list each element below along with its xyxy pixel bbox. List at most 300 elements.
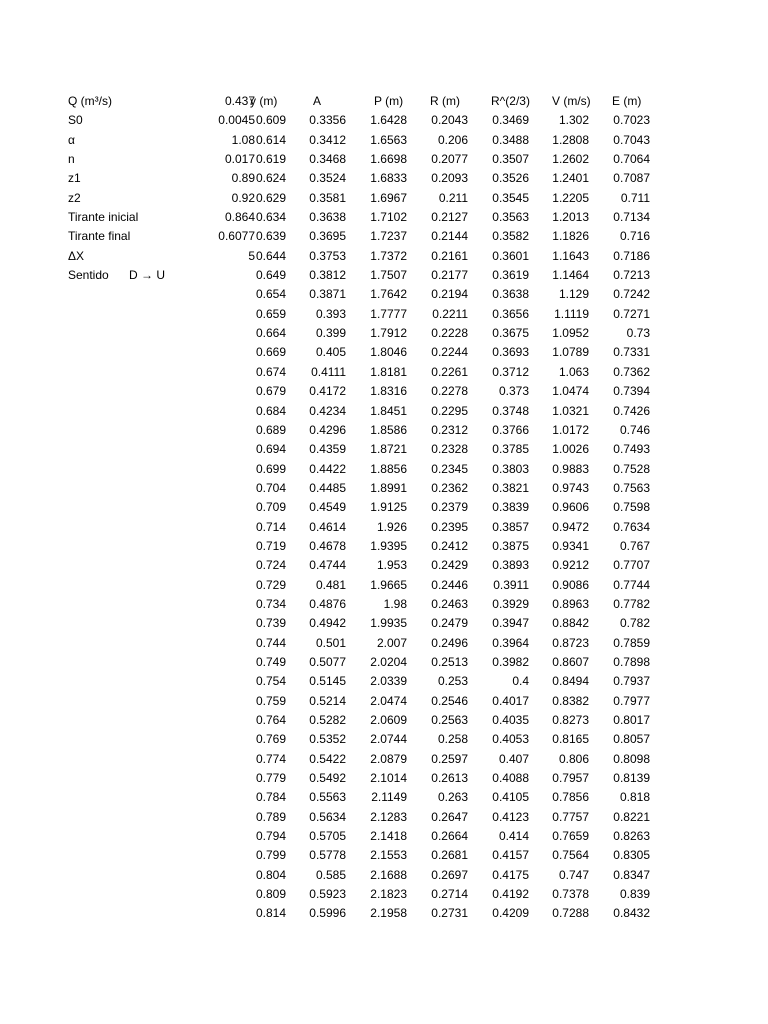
radius-two-thirds-cell: 0.3947 xyxy=(492,616,529,631)
velocity-cell: 0.8842 xyxy=(552,616,589,631)
hydraulic-radius-cell: 0.2328 xyxy=(431,442,468,457)
parameter-label: ΔX xyxy=(68,248,85,263)
radius-two-thirds-cell: 0.3488 xyxy=(492,132,529,147)
area-cell: 0.3412 xyxy=(309,132,346,147)
energy-cell: 0.7271 xyxy=(613,306,650,321)
energy-cell: 0.7213 xyxy=(613,268,650,283)
velocity-cell: 0.8607 xyxy=(552,654,589,669)
hydraulic-radius-cell: 0.2177 xyxy=(431,268,468,283)
radius-two-thirds-cell: 0.3803 xyxy=(492,461,529,476)
radius-two-thirds-cell: 0.4035 xyxy=(492,713,529,727)
area-cell: 0.5422 xyxy=(309,751,346,766)
y-cell: 0.614 xyxy=(255,132,286,147)
radius-two-thirds-cell: 0.4053 xyxy=(492,732,529,747)
energy-cell: 0.7394 xyxy=(613,384,650,399)
parameter-value: 0.017 xyxy=(224,152,255,167)
parameter-label: Tirante inicial xyxy=(68,210,139,225)
perimeter-cell: 1.9935 xyxy=(370,616,407,631)
parameter-label: Sentido xyxy=(68,268,109,283)
radius-two-thirds-cell: 0.407 xyxy=(498,751,529,766)
radius-two-thirds-cell: 0.4088 xyxy=(492,771,529,786)
area-cell: 0.3581 xyxy=(309,190,346,205)
hydraulic-radius-cell: 0.2194 xyxy=(431,287,468,302)
velocity-cell: 1.0321 xyxy=(552,403,589,418)
hydraulic-radius-cell: 0.2379 xyxy=(431,500,468,515)
energy-cell: 0.782 xyxy=(619,616,650,631)
velocity-cell: 1.1119 xyxy=(554,306,589,321)
velocity-cell: 0.7659 xyxy=(552,829,589,844)
perimeter-cell: 2.0744 xyxy=(370,732,407,747)
area-cell: 0.4234 xyxy=(309,403,346,418)
energy-cell: 0.7186 xyxy=(613,248,650,263)
energy-cell: 0.7087 xyxy=(613,171,650,186)
radius-two-thirds-cell: 0.4123 xyxy=(492,809,529,824)
hydraulic-radius-cell: 0.2395 xyxy=(431,519,468,534)
y-cell: 0.719 xyxy=(255,538,286,553)
perimeter-cell: 2.1553 xyxy=(370,848,407,863)
energy-cell: 0.7043 xyxy=(613,132,650,147)
perimeter-cell: 1.8721 xyxy=(370,442,407,457)
hydraulic-radius-cell: 0.2463 xyxy=(431,596,468,611)
hydraulic-radius-cell: 0.2563 xyxy=(431,713,468,727)
perimeter-cell: 1.6833 xyxy=(370,171,407,186)
energy-cell: 0.7634 xyxy=(613,519,650,534)
perimeter-cell: 1.7642 xyxy=(370,287,407,302)
velocity-cell: 0.747 xyxy=(558,867,589,882)
y-cell: 0.634 xyxy=(255,210,286,225)
area-cell: 0.3638 xyxy=(309,210,346,225)
radius-two-thirds-cell: 0.3545 xyxy=(492,190,529,205)
perimeter-cell: 2.0474 xyxy=(370,693,407,708)
y-cell: 0.749 xyxy=(255,654,286,669)
radius-two-thirds-cell: 0.4 xyxy=(512,674,529,689)
y-cell: 0.754 xyxy=(255,674,286,689)
hydraulic-radius-cell: 0.263 xyxy=(437,790,468,805)
hydraulic-radius-cell: 0.2731 xyxy=(431,906,468,921)
y-cell: 0.809 xyxy=(255,887,286,902)
velocity-cell: 1.0474 xyxy=(552,384,589,399)
area-cell: 0.3468 xyxy=(309,152,346,167)
radius-two-thirds-cell: 0.4175 xyxy=(492,867,529,882)
radius-two-thirds-cell: 0.4192 xyxy=(492,887,529,902)
energy-cell: 0.7977 xyxy=(613,693,650,708)
velocity-cell: 0.9086 xyxy=(552,577,589,592)
energy-cell: 0.7563 xyxy=(613,480,650,495)
velocity-cell: 0.7288 xyxy=(552,906,589,921)
y-cell: 0.724 xyxy=(255,558,286,573)
energy-cell: 0.73 xyxy=(626,326,650,341)
velocity-cell: 1.0026 xyxy=(552,442,589,457)
hydraulic-radius-cell: 0.2647 xyxy=(431,809,468,824)
energy-cell: 0.8098 xyxy=(613,751,650,766)
radius-two-thirds-cell: 0.4157 xyxy=(492,848,529,863)
radius-two-thirds-cell: 0.3911 xyxy=(493,577,529,592)
radius-two-thirds-cell: 0.3712 xyxy=(492,364,529,379)
velocity-cell: 0.7856 xyxy=(552,790,589,805)
radius-two-thirds-cell: 0.3526 xyxy=(492,171,529,186)
radius-two-thirds-cell: 0.3601 xyxy=(492,248,529,263)
header-energy: E (m) xyxy=(612,94,642,108)
y-cell: 0.764 xyxy=(255,713,286,727)
radius-two-thirds-cell: 0.3839 xyxy=(492,500,529,515)
energy-cell: 0.716 xyxy=(619,229,650,244)
velocity-cell: 1.0789 xyxy=(552,345,589,360)
energy-cell: 0.8432 xyxy=(613,906,650,921)
radius-two-thirds-cell: 0.3507 xyxy=(492,152,529,167)
area-cell: 0.3871 xyxy=(309,287,346,302)
velocity-cell: 1.2013 xyxy=(552,210,589,225)
radius-two-thirds-cell: 0.3766 xyxy=(492,422,529,437)
parameter-value: 0.864 xyxy=(224,210,255,225)
energy-cell: 0.746 xyxy=(619,422,650,437)
velocity-cell: 1.1643 xyxy=(552,248,589,263)
energy-cell: 0.7598 xyxy=(613,500,650,515)
area-cell: 0.4614 xyxy=(309,519,346,534)
perimeter-cell: 1.8991 xyxy=(370,480,407,495)
radius-two-thirds-cell: 0.3857 xyxy=(492,519,529,534)
hydraulic-radius-cell: 0.2714 xyxy=(431,887,468,902)
area-cell: 0.5778 xyxy=(309,848,346,863)
perimeter-cell: 1.7507 xyxy=(370,268,407,283)
y-cell: 0.714 xyxy=(255,519,286,534)
energy-cell: 0.8057 xyxy=(613,732,650,747)
parameter-label: z2 xyxy=(68,190,81,205)
area-cell: 0.4549 xyxy=(309,500,346,515)
velocity-cell: 0.7757 xyxy=(552,809,589,824)
parameter-value: 0.0045 xyxy=(218,113,255,128)
velocity-cell: 1.063 xyxy=(558,364,589,379)
perimeter-cell: 1.8586 xyxy=(370,422,407,437)
y-cell: 0.814 xyxy=(255,906,286,921)
perimeter-cell: 2.0204 xyxy=(370,654,407,669)
perimeter-cell: 1.8181 xyxy=(370,364,407,379)
velocity-cell: 1.129 xyxy=(558,287,589,302)
y-cell: 0.684 xyxy=(255,403,286,418)
perimeter-cell: 1.6967 xyxy=(370,190,407,205)
energy-cell: 0.8017 xyxy=(613,713,650,727)
parameter-label: n xyxy=(68,152,75,167)
area-cell: 0.5996 xyxy=(309,906,346,921)
energy-cell: 0.7064 xyxy=(613,152,650,167)
velocity-cell: 1.2205 xyxy=(552,190,589,205)
perimeter-cell: 1.6698 xyxy=(370,152,407,167)
parameter-row xyxy=(68,92,268,111)
perimeter-cell: 1.6428 xyxy=(370,113,407,128)
parameter-label: Tirante final xyxy=(68,229,131,244)
parameter-label: Q (m³/s) xyxy=(68,94,112,108)
radius-two-thirds-cell: 0.3619 xyxy=(492,268,529,283)
radius-two-thirds-cell: 0.3982 xyxy=(492,654,529,669)
velocity-cell: 1.1826 xyxy=(552,229,589,244)
y-cell: 0.729 xyxy=(255,577,286,592)
y-cell: 0.794 xyxy=(255,829,286,844)
velocity-cell: 0.9743 xyxy=(552,480,589,495)
energy-cell: 0.7898 xyxy=(613,654,650,669)
perimeter-cell: 2.1688 xyxy=(370,867,407,882)
area-cell: 0.3524 xyxy=(309,171,346,186)
y-cell: 0.699 xyxy=(255,461,286,476)
radius-two-thirds-cell: 0.414 xyxy=(498,829,529,844)
area-cell: 0.399 xyxy=(315,326,346,341)
parameter-value: 0.437 xyxy=(224,94,255,108)
velocity-cell: 0.9212 xyxy=(552,558,589,573)
area-cell: 0.5077 xyxy=(309,654,346,669)
velocity-cell: 1.1464 xyxy=(552,268,589,283)
energy-cell: 0.7859 xyxy=(613,635,650,650)
hydraulic-radius-cell: 0.258 xyxy=(437,732,468,747)
radius-two-thirds-cell: 0.3893 xyxy=(492,558,529,573)
velocity-cell: 0.8382 xyxy=(552,693,589,708)
parameter-value: 0.92 xyxy=(231,190,255,205)
hydraulic-radius-cell: 0.2479 xyxy=(431,616,468,631)
area-cell: 0.481 xyxy=(315,577,346,592)
velocity-cell: 0.7957 xyxy=(552,771,589,786)
area-cell: 0.4359 xyxy=(309,442,346,457)
energy-cell: 0.8263 xyxy=(613,829,650,844)
y-cell: 0.694 xyxy=(255,442,286,457)
velocity-cell: 0.7564 xyxy=(552,848,589,863)
hydraulic-radius-cell: 0.2546 xyxy=(431,693,468,708)
area-cell: 0.5214 xyxy=(309,693,346,708)
hydraulic-radius-cell: 0.2244 xyxy=(431,345,468,360)
y-cell: 0.619 xyxy=(255,152,286,167)
radius-two-thirds-cell: 0.3563 xyxy=(492,210,529,225)
perimeter-cell: 2.1014 xyxy=(370,771,407,786)
energy-cell: 0.7744 xyxy=(613,577,650,592)
velocity-cell: 0.8273 xyxy=(552,713,589,727)
velocity-cell: 0.8963 xyxy=(552,596,589,611)
perimeter-cell: 1.9395 xyxy=(370,538,407,553)
header-y: y (m) xyxy=(250,94,278,108)
area-cell: 0.3695 xyxy=(309,229,346,244)
perimeter-cell: 2.0339 xyxy=(370,674,407,689)
y-cell: 0.774 xyxy=(255,751,286,766)
parameter-value: D → U xyxy=(129,268,165,283)
hydraulic-radius-cell: 0.2312 xyxy=(431,422,468,437)
y-cell: 0.654 xyxy=(255,287,286,302)
radius-two-thirds-cell: 0.3821 xyxy=(492,480,529,495)
y-cell: 0.759 xyxy=(255,693,286,708)
header-velocity: V (m/s) xyxy=(552,94,591,108)
header-area: A xyxy=(313,94,322,108)
energy-cell: 0.7362 xyxy=(613,364,650,379)
energy-cell: 0.839 xyxy=(619,887,650,902)
y-cell: 0.649 xyxy=(255,268,286,283)
parameter-label: z1 xyxy=(68,171,81,186)
y-cell: 0.644 xyxy=(255,248,286,263)
perimeter-cell: 1.98 xyxy=(383,596,407,611)
hydraulic-radius-cell: 0.2429 xyxy=(431,558,468,573)
hydraulic-radius-cell: 0.2093 xyxy=(431,171,468,186)
y-cell: 0.664 xyxy=(255,326,286,341)
area-cell: 0.405 xyxy=(315,345,346,360)
area-cell: 0.4678 xyxy=(309,538,346,553)
y-cell: 0.679 xyxy=(255,384,286,399)
y-cell: 0.744 xyxy=(255,635,286,650)
hydraulic-radius-cell: 0.206 xyxy=(437,132,468,147)
perimeter-cell: 1.9125 xyxy=(370,500,407,515)
parameter-value: 1.08 xyxy=(231,132,255,147)
perimeter-cell: 1.7777 xyxy=(370,306,407,321)
area-cell: 0.4876 xyxy=(309,596,346,611)
hydraulic-radius-cell: 0.2613 xyxy=(431,771,468,786)
hydraulic-radius-cell: 0.2664 xyxy=(431,829,468,844)
area-cell: 0.4296 xyxy=(309,422,346,437)
radius-two-thirds-cell: 0.3469 xyxy=(492,113,529,128)
velocity-cell: 0.9606 xyxy=(552,500,589,515)
velocity-cell: 0.806 xyxy=(558,751,589,766)
perimeter-cell: 1.9665 xyxy=(370,577,407,592)
area-cell: 0.4111 xyxy=(311,364,346,379)
y-cell: 0.799 xyxy=(255,848,286,863)
parameter-value: 5 xyxy=(248,248,255,263)
area-cell: 0.4172 xyxy=(309,384,346,399)
radius-two-thirds-cell: 0.4209 xyxy=(492,906,529,921)
y-cell: 0.624 xyxy=(255,171,286,186)
perimeter-cell: 1.7372 xyxy=(370,248,407,263)
hydraulic-radius-cell: 0.2127 xyxy=(431,210,468,225)
radius-two-thirds-cell: 0.4017 xyxy=(492,693,529,708)
perimeter-cell: 2.0879 xyxy=(370,751,407,766)
area-cell: 0.4942 xyxy=(309,616,346,631)
y-cell: 0.689 xyxy=(255,422,286,437)
header-perimeter: P (m) xyxy=(374,94,404,108)
area-cell: 0.4422 xyxy=(309,461,346,476)
energy-cell: 0.7707 xyxy=(613,558,650,573)
hydraulic-radius-cell: 0.2295 xyxy=(431,403,468,418)
energy-cell: 0.8139 xyxy=(613,771,650,786)
hydraulic-radius-cell: 0.2681 xyxy=(431,848,468,863)
hydraulic-radius-cell: 0.2228 xyxy=(431,326,468,341)
hydraulic-radius-cell: 0.2211 xyxy=(432,306,468,321)
hydraulic-radius-cell: 0.2697 xyxy=(431,867,468,882)
perimeter-cell: 1.926 xyxy=(376,519,407,534)
parameter-label: α xyxy=(68,132,75,147)
velocity-cell: 1.302 xyxy=(558,113,589,128)
y-cell: 0.629 xyxy=(255,190,286,205)
y-cell: 0.779 xyxy=(255,771,286,786)
velocity-cell: 0.9472 xyxy=(552,519,589,534)
area-cell: 0.5634 xyxy=(309,809,346,824)
radius-two-thirds-cell: 0.3693 xyxy=(492,345,529,360)
hydraulic-radius-cell: 0.2412 xyxy=(431,538,468,553)
hydraulic-radius-cell: 0.2043 xyxy=(431,113,468,128)
velocity-cell: 0.8494 xyxy=(552,674,589,689)
hydraulic-radius-cell: 0.2513 xyxy=(431,654,468,669)
y-cell: 0.739 xyxy=(255,616,286,631)
hydraulic-radius-cell: 0.2362 xyxy=(431,480,468,495)
velocity-cell: 1.2401 xyxy=(552,171,589,186)
y-cell: 0.704 xyxy=(255,480,286,495)
area-cell: 0.5282 xyxy=(309,713,346,727)
energy-cell: 0.7242 xyxy=(613,287,650,302)
parameter-label: S0 xyxy=(68,113,83,128)
area-cell: 0.501 xyxy=(315,635,346,650)
energy-cell: 0.7134 xyxy=(613,210,650,225)
hydraulic-radius-cell: 0.2261 xyxy=(431,364,468,379)
energy-cell: 0.7782 xyxy=(613,596,650,611)
radius-two-thirds-cell: 0.373 xyxy=(498,384,529,399)
radius-two-thirds-cell: 0.3638 xyxy=(492,287,529,302)
area-cell: 0.3812 xyxy=(309,268,346,283)
velocity-cell: 1.2808 xyxy=(552,132,589,147)
hydraulic-radius-cell: 0.2278 xyxy=(431,384,468,399)
y-cell: 0.639 xyxy=(255,229,286,244)
energy-cell: 0.8347 xyxy=(613,867,650,882)
hydraulic-radius-cell: 0.2496 xyxy=(431,635,468,650)
radius-two-thirds-cell: 0.3748 xyxy=(492,403,529,418)
perimeter-cell: 1.953 xyxy=(376,558,407,573)
y-cell: 0.669 xyxy=(255,345,286,360)
energy-cell: 0.8221 xyxy=(613,809,650,824)
perimeter-cell: 1.7102 xyxy=(370,210,407,225)
area-cell: 0.5923 xyxy=(309,887,346,902)
perimeter-cell: 1.7912 xyxy=(370,326,407,341)
energy-cell: 0.767 xyxy=(619,538,650,553)
y-cell: 0.804 xyxy=(255,867,286,882)
area-cell: 0.5492 xyxy=(309,771,346,786)
parameter-value: 0.89 xyxy=(231,171,255,186)
perimeter-cell: 1.8451 xyxy=(370,403,407,418)
y-cell: 0.674 xyxy=(255,364,286,379)
perimeter-cell: 1.8856 xyxy=(370,461,407,476)
radius-two-thirds-cell: 0.3675 xyxy=(492,326,529,341)
velocity-cell: 0.8165 xyxy=(552,732,589,747)
perimeter-cell: 2.007 xyxy=(376,635,407,650)
velocity-cell: 0.7378 xyxy=(552,887,589,902)
hydraulic-radius-cell: 0.2446 xyxy=(431,577,468,592)
perimeter-cell: 2.0609 xyxy=(370,713,407,727)
area-cell: 0.3356 xyxy=(309,113,346,128)
y-cell: 0.769 xyxy=(255,732,286,747)
y-cell: 0.709 xyxy=(255,500,286,515)
hydraulic-radius-cell: 0.2144 xyxy=(431,229,468,244)
radius-two-thirds-cell: 0.3582 xyxy=(492,229,529,244)
radius-two-thirds-cell: 0.3656 xyxy=(492,306,529,321)
perimeter-cell: 1.8046 xyxy=(370,345,407,360)
y-cell: 0.609 xyxy=(255,113,286,128)
radius-two-thirds-cell: 0.4105 xyxy=(492,790,529,805)
perimeter-cell: 2.1958 xyxy=(370,906,407,921)
perimeter-cell: 2.1149 xyxy=(371,790,407,805)
perimeter-cell: 2.1418 xyxy=(370,829,407,844)
hydraulic-radius-cell: 0.253 xyxy=(437,674,468,689)
y-cell: 0.734 xyxy=(255,596,286,611)
energy-cell: 0.7023 xyxy=(613,113,650,128)
velocity-cell: 1.2602 xyxy=(552,152,589,167)
hydraulic-radius-cell: 0.2345 xyxy=(431,461,468,476)
y-cell: 0.784 xyxy=(255,790,286,805)
area-cell: 0.3753 xyxy=(309,248,346,263)
energy-cell: 0.7937 xyxy=(613,674,650,689)
area-cell: 0.585 xyxy=(315,867,346,882)
energy-cell: 0.7426 xyxy=(613,403,650,418)
area-cell: 0.5563 xyxy=(309,790,346,805)
energy-cell: 0.818 xyxy=(619,790,650,805)
energy-cell: 0.711 xyxy=(620,190,650,205)
radius-two-thirds-cell: 0.3964 xyxy=(492,635,529,650)
velocity-cell: 0.8723 xyxy=(552,635,589,650)
energy-cell: 0.7331 xyxy=(613,345,650,360)
area-cell: 0.4485 xyxy=(309,480,346,495)
radius-two-thirds-cell: 0.3785 xyxy=(492,442,529,457)
y-cell: 0.659 xyxy=(255,306,286,321)
area-cell: 0.393 xyxy=(315,306,346,321)
hydraulic-radius-cell: 0.211 xyxy=(438,190,468,205)
area-cell: 0.4744 xyxy=(309,558,346,573)
velocity-cell: 0.9883 xyxy=(552,461,589,476)
hydraulic-radius-cell: 0.2161 xyxy=(431,248,468,263)
